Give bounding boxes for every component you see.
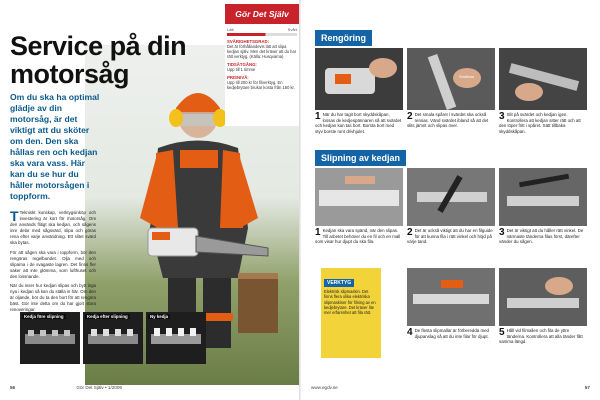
difficulty-scale-bar	[227, 33, 297, 36]
chain-before-photo	[20, 312, 80, 364]
strip-label-new: Ny kedja	[150, 314, 169, 319]
cleaning-photo-3	[499, 48, 587, 110]
cleaning-step-1: 1 När du har tagit bort skyddskåpan, lossas de kedjespännaren så att svärdet och kedjan kan tas bort. Borsta bort med styv borste runt drivhjulet.	[315, 111, 402, 134]
gor-det-sjalv-tag: Gör Det Själv	[225, 4, 299, 24]
sharpening-step-2: 2 Det är också viktigt att du har en filguide för att kunna fila i rätt vinkel och höjd på varje tand.	[407, 227, 493, 245]
cleaning-photo-1	[315, 48, 403, 110]
sharpening-step-3: 3 Det är viktigt att du håller rätt vinkel. De närmaste tänderna filas först, därefter vänder du sågen.	[499, 227, 584, 245]
cleaning-step-2: 2 Det smala spåret i svärdet ska också rensas. Vänd svärdet ibland så att det slits jämnt och slipas över.	[407, 111, 489, 129]
step-number: 3	[499, 227, 505, 238]
left-page-number: 56	[10, 385, 16, 390]
right-page	[301, 0, 600, 400]
difficulty-scale-labels	[225, 26, 299, 32]
left-folio	[10, 385, 122, 390]
step-number: 2	[407, 111, 413, 122]
time-heading: TIDSÅTGÅNG:	[227, 62, 257, 67]
info-box	[225, 26, 299, 126]
sharpening-step-5: 5 Håll vid filmallen och fila de yttre tänderna. Kontrollera att alla tänder fått samma längd.	[499, 327, 583, 345]
sharpening-photo-4	[407, 268, 495, 326]
step-number: 3	[499, 111, 505, 122]
left-folio-text: Gör Det Själv • 1/2009	[76, 385, 122, 390]
cleaning-photo-2	[407, 48, 495, 110]
sharpening-photo-3	[499, 168, 587, 226]
tools-tip-box	[321, 268, 381, 358]
step-number: 4	[407, 327, 413, 338]
strip-label-before: Kedja före slipning	[24, 314, 64, 319]
step-number: 2	[407, 227, 413, 238]
strip-label-after: Kedja efter slipning	[87, 314, 128, 319]
page-headline: Service på din motorsåg	[10, 31, 187, 89]
ingress-text: Om du ska ha optimal glädje av din motorsåg, är det viktigt att du sköter om den. Den ska hållas ren och kedjan ska vara vass. Här kan du se hur du håller motorsågen i toppform.	[10, 92, 100, 201]
chain-icon	[20, 312, 80, 364]
cleaning-step-3: 3 Slit på svärdet och kedjan igen. Kontrollera att kedjan sitter rätt och att den löper fritt i spåret. Sätt tillbaka skyddskåpan.	[499, 111, 581, 134]
sharpening-photo-2	[407, 168, 495, 226]
time-text: Upp till 1 timme	[227, 67, 256, 72]
sharpening-step-1: 1 Kedjan ska vara spänd, när den slipas. Till arbetet behöver du en fil och en mall som visar hur djupt du ska fila.	[315, 227, 401, 245]
body-text	[10, 210, 96, 317]
price-text: Upp till 200 kr för filverktyg. En kedjebrytare brukar kosta från 150 kr.	[227, 80, 295, 90]
chain-comparison-strip	[20, 312, 206, 364]
right-folio	[311, 385, 338, 390]
right-page-number: 57	[584, 385, 590, 390]
scale-low-label: Lätt	[227, 27, 234, 32]
tip-heading: VERKTYG	[324, 279, 354, 287]
chain-icon	[83, 312, 143, 364]
sharpening-photo-5	[499, 268, 587, 326]
chain-new-photo	[146, 312, 206, 364]
section-title-cleaning: Rengöring	[315, 30, 372, 46]
body-paragraph-3: När du inser hur kedjan slipas och bytt inga nya i kedjan så kan du ställa in här. Om den är oljande, bör du ta den bort för att rengöra bäst. Gör inte detta om du har gjort stora renoveringar.	[10, 283, 96, 313]
price-heading: PRISNIVÅ:	[227, 75, 249, 80]
difficulty-heading: SVÅRIGHETSGRAD:	[227, 39, 270, 44]
section-title-sharpening: Slipning av kedjan	[315, 150, 406, 166]
chain-after-photo	[83, 312, 143, 364]
body-paragraph-2: För att sågen ska vara i toppform, bör den rengöras regelbundet. Olja med och sliparna i de svagaste lagren. Det finns fler saker att inte glömma, som lufthuset och den lossnande.	[10, 249, 96, 279]
step-number: 1	[315, 111, 321, 122]
body-paragraph-1: T Tekniskt kunskap, verktygsinköp och investering är kort för motorsåg. Om den används flitigt ska kedjan, och sågens inre delar med sågsvärd, slipa och göras rena efter varje användning. Ett slitet svärd ska bytas.	[10, 208, 96, 246]
chain-icon	[146, 312, 206, 364]
step-number: 1	[315, 227, 321, 238]
scale-high-label: Svårt	[287, 27, 297, 32]
sharpening-step-4: 4 De flesta slipmallar är förberedda med djupanslag så att du inte filar för djupt.	[407, 327, 489, 339]
right-folio-number-wrap	[585, 385, 590, 390]
sharpening-photo-1	[315, 168, 403, 226]
step-number: 5	[499, 327, 505, 338]
drop-cap: T	[10, 208, 19, 224]
difficulty-text: Det är förhållandevis lätt att slipa kedjan själv. Men det kräver att du har rätt verktyg. (Källa: Husqvarna)	[227, 44, 297, 59]
photo-label: Snubbar	[459, 74, 475, 79]
right-folio-url: www.egdv.se	[311, 385, 338, 390]
tip-text: Elektrisk slipmaskin. Det finns flera olika elektriska slipmaskiner för filning av en kedjebrytare. Det kräver lite mer erfarenhet att fila rätt.	[324, 289, 376, 316]
